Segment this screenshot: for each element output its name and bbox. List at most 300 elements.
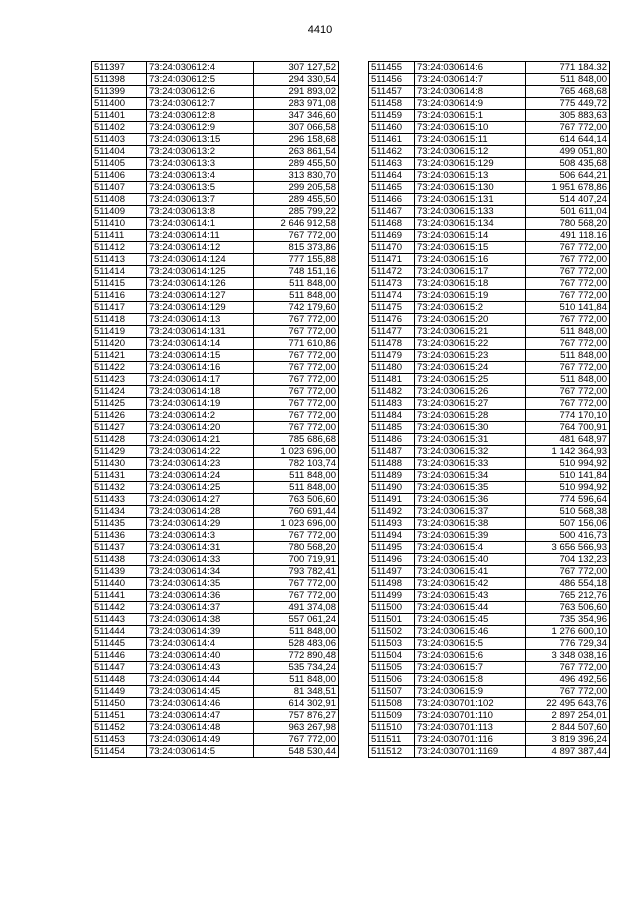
cadastral-number-cell: 73:24:030615:13: [415, 170, 526, 182]
table-row: [92, 710, 339, 722]
table-row: [92, 626, 339, 638]
cadastral-number-cell: 73:24:030614:37: [147, 602, 254, 614]
table-row: [369, 482, 610, 494]
cadastral-number-cell: 73:24:030614:28: [147, 506, 254, 518]
value-cell: 963 267,98: [254, 722, 339, 734]
table-row: [92, 338, 339, 350]
value-cell: 767 772,00: [254, 578, 339, 590]
row-number-cell: 511408: [92, 194, 147, 206]
row-number-cell: 511456: [369, 74, 415, 86]
cadastral-number-cell: 73:24:030614:29: [147, 518, 254, 530]
row-number-cell: 511448: [92, 674, 147, 686]
cadastral-number-cell: 73:24:030614:6: [415, 62, 526, 74]
cadastral-number-cell: 73:24:030614:34: [147, 566, 254, 578]
value-cell: 704 132,23: [526, 554, 610, 566]
row-number-cell: 511454: [92, 746, 147, 758]
value-cell: 767 772,00: [526, 398, 610, 410]
table-row: [92, 86, 339, 98]
table-row: [369, 506, 610, 518]
table-row: [369, 158, 610, 170]
table-row: [369, 638, 610, 650]
cadastral-number-cell: 73:24:030614:12: [147, 242, 254, 254]
row-number-cell: 511462: [369, 146, 415, 158]
value-cell: 767 772,00: [254, 326, 339, 338]
row-number-cell: 511498: [369, 578, 415, 590]
table-row: [92, 434, 339, 446]
row-number-cell: 511410: [92, 218, 147, 230]
cadastral-number-cell: 73:24:030615:34: [415, 470, 526, 482]
table-row: [92, 290, 339, 302]
cadastral-number-cell: 73:24:030615:7: [415, 662, 526, 674]
row-number-cell: 511425: [92, 398, 147, 410]
row-number-cell: 511447: [92, 662, 147, 674]
cadastral-number-cell: 73:24:030614:8: [415, 86, 526, 98]
value-cell: 299 205,58: [254, 182, 339, 194]
table-row: [369, 626, 610, 638]
value-cell: 481 648,97: [526, 434, 610, 446]
row-number-cell: 511433: [92, 494, 147, 506]
value-cell: 510 568,38: [526, 506, 610, 518]
row-number-cell: 511452: [92, 722, 147, 734]
row-number-cell: 511424: [92, 386, 147, 398]
cadastral-number-cell: 73:24:030614:35: [147, 578, 254, 590]
table-row: [92, 134, 339, 146]
table-row: [92, 62, 339, 74]
row-number-cell: 511495: [369, 542, 415, 554]
table-row: [369, 182, 610, 194]
value-cell: 782 103,74: [254, 458, 339, 470]
row-number-cell: 511453: [92, 734, 147, 746]
cadastral-number-cell: 73:24:030615:2: [415, 302, 526, 314]
value-cell: 289 455,50: [254, 194, 339, 206]
cadastral-number-cell: 73:24:030614:25: [147, 482, 254, 494]
table-row: [92, 110, 339, 122]
cadastral-number-cell: 73:24:030615:5: [415, 638, 526, 650]
row-number-cell: 511483: [369, 398, 415, 410]
cadastral-number-cell: 73:24:030615:21: [415, 326, 526, 338]
row-number-cell: 511411: [92, 230, 147, 242]
row-number-cell: 511500: [369, 602, 415, 614]
table-row: [369, 494, 610, 506]
table-row: [369, 230, 610, 242]
cadastral-number-cell: 73:24:030613:3: [147, 158, 254, 170]
row-number-cell: 511492: [369, 506, 415, 518]
cadastral-number-cell: 73:24:030615:46: [415, 626, 526, 638]
row-number-cell: 511442: [92, 602, 147, 614]
value-cell: 767 772,00: [526, 362, 610, 374]
table-row: [92, 530, 339, 542]
cadastral-number-cell: 73:24:030614:46: [147, 698, 254, 710]
value-cell: 767 772,00: [254, 410, 339, 422]
value-cell: 748 151,16: [254, 266, 339, 278]
cadastral-number-cell: 73:24:030615:20: [415, 314, 526, 326]
cadastral-number-cell: 73:24:030614:36: [147, 590, 254, 602]
row-number-cell: 511416: [92, 290, 147, 302]
cadastral-number-cell: 73:24:030614:31: [147, 542, 254, 554]
row-number-cell: 511473: [369, 278, 415, 290]
row-number-cell: 511455: [369, 62, 415, 74]
table-row: [92, 386, 339, 398]
row-number-cell: 511484: [369, 410, 415, 422]
table-row: [369, 650, 610, 662]
cadastral-number-cell: 73:24:030615:38: [415, 518, 526, 530]
value-cell: 22 495 643,76: [526, 698, 610, 710]
cadastral-number-cell: 73:24:030612:7: [147, 98, 254, 110]
cadastral-number-cell: 73:24:030615:14: [415, 230, 526, 242]
value-cell: 771 610,86: [254, 338, 339, 350]
value-cell: 614 644,14: [526, 134, 610, 146]
cadastral-number-cell: 73:24:030614:9: [415, 98, 526, 110]
row-number-cell: 511432: [92, 482, 147, 494]
cadastral-number-cell: 73:24:030614:39: [147, 626, 254, 638]
row-number-cell: 511485: [369, 422, 415, 434]
cadastral-number-cell: 73:24:030615:28: [415, 410, 526, 422]
cadastral-number-cell: 73:24:030701:116: [415, 734, 526, 746]
cadastral-number-cell: 73:24:030615:131: [415, 194, 526, 206]
value-cell: 777 155,88: [254, 254, 339, 266]
row-number-cell: 511503: [369, 638, 415, 650]
table-row: [369, 314, 610, 326]
cadastral-number-cell: 73:24:030614:13: [147, 314, 254, 326]
cadastral-number-cell: 73:24:030614:48: [147, 722, 254, 734]
value-cell: 767 772,00: [526, 254, 610, 266]
table-row: [369, 194, 610, 206]
table-row: [369, 674, 610, 686]
table-row: [369, 122, 610, 134]
table-row: [92, 398, 339, 410]
value-cell: 767 772,00: [526, 686, 610, 698]
row-number-cell: 511509: [369, 710, 415, 722]
row-number-cell: 511415: [92, 278, 147, 290]
row-number-cell: 511494: [369, 530, 415, 542]
row-number-cell: 511441: [92, 590, 147, 602]
cadastral-number-cell: 73:24:030615:45: [415, 614, 526, 626]
cadastral-number-cell: 73:24:030615:26: [415, 386, 526, 398]
cadastral-number-cell: 73:24:030614:27: [147, 494, 254, 506]
table-row: [369, 578, 610, 590]
table-row: [369, 614, 610, 626]
row-number-cell: 511426: [92, 410, 147, 422]
row-number-cell: 511491: [369, 494, 415, 506]
table-row: [369, 350, 610, 362]
row-number-cell: 511412: [92, 242, 147, 254]
value-cell: 4 897 387,44: [526, 746, 610, 758]
table-row: [369, 278, 610, 290]
table-row: [92, 638, 339, 650]
cadastral-number-cell: 73:24:030615:33: [415, 458, 526, 470]
value-cell: 1 023 696,00: [254, 446, 339, 458]
value-cell: 511 848,00: [254, 278, 339, 290]
table-row: [369, 254, 610, 266]
table-row: [92, 662, 339, 674]
table-row: [92, 590, 339, 602]
value-cell: 3 348 038,16: [526, 650, 610, 662]
cadastral-number-cell: 73:24:030612:4: [147, 62, 254, 74]
row-number-cell: 511501: [369, 614, 415, 626]
value-cell: 511 848,00: [526, 374, 610, 386]
cadastral-number-cell: 73:24:030615:134: [415, 218, 526, 230]
cadastral-number-cell: 73:24:030614:129: [147, 302, 254, 314]
table-row: [92, 542, 339, 554]
cadastral-number-cell: 73:24:030612:8: [147, 110, 254, 122]
value-cell: 774 596,64: [526, 494, 610, 506]
cadastral-number-cell: 73:24:030615:6: [415, 650, 526, 662]
row-number-cell: 511443: [92, 614, 147, 626]
value-cell: 510 994,92: [526, 482, 610, 494]
value-cell: 771 184.32: [526, 62, 610, 74]
row-number-cell: 511489: [369, 470, 415, 482]
cadastral-number-cell: 73:24:030614:1: [147, 218, 254, 230]
value-cell: 767 772,00: [526, 566, 610, 578]
row-number-cell: 511437: [92, 542, 147, 554]
value-cell: 491 118.16: [526, 230, 610, 242]
value-cell: 767 772,00: [254, 398, 339, 410]
cadastral-number-cell: 73:24:030614:40: [147, 650, 254, 662]
value-cell: 767 772,00: [526, 278, 610, 290]
table-row: [369, 698, 610, 710]
table-row: [92, 182, 339, 194]
row-number-cell: 511499: [369, 590, 415, 602]
table-row: [369, 446, 610, 458]
table-row: [369, 566, 610, 578]
table-row: [369, 62, 610, 74]
value-cell: 700 719,91: [254, 554, 339, 566]
table-row: [369, 722, 610, 734]
row-number-cell: 511469: [369, 230, 415, 242]
cadastral-number-cell: 73:24:030613:15: [147, 134, 254, 146]
value-cell: 764 700,91: [526, 422, 610, 434]
value-cell: 776 729,34: [526, 638, 610, 650]
value-cell: 767 772,00: [526, 242, 610, 254]
value-cell: 511 848,00: [526, 74, 610, 86]
row-number-cell: 511409: [92, 206, 147, 218]
value-cell: 285 799,22: [254, 206, 339, 218]
value-cell: 767 772,00: [254, 314, 339, 326]
table-row: [369, 734, 610, 746]
row-number-cell: 511476: [369, 314, 415, 326]
table-row: [369, 470, 610, 482]
row-number-cell: 511477: [369, 326, 415, 338]
row-number-cell: 511508: [369, 698, 415, 710]
row-number-cell: 511467: [369, 206, 415, 218]
value-cell: 313 830,70: [254, 170, 339, 182]
value-cell: 614 302,91: [254, 698, 339, 710]
table-row: [92, 206, 339, 218]
cadastral-number-cell: 73:24:030614:21: [147, 434, 254, 446]
cadastral-number-cell: 73:24:030615:8: [415, 674, 526, 686]
row-number-cell: 511505: [369, 662, 415, 674]
row-number-cell: 511401: [92, 110, 147, 122]
row-number-cell: 511421: [92, 350, 147, 362]
row-number-cell: 511480: [369, 362, 415, 374]
value-cell: 511 848,00: [526, 326, 610, 338]
table-row: [92, 254, 339, 266]
row-number-cell: 511470: [369, 242, 415, 254]
row-number-cell: 511488: [369, 458, 415, 470]
value-cell: 1 951 678,86: [526, 182, 610, 194]
value-cell: 500 416,73: [526, 530, 610, 542]
value-cell: 785 686,68: [254, 434, 339, 446]
table-row: [369, 602, 610, 614]
value-cell: 510 141,84: [526, 302, 610, 314]
row-number-cell: 511504: [369, 650, 415, 662]
row-number-cell: 511414: [92, 266, 147, 278]
table-row: [92, 98, 339, 110]
value-cell: 263 861,54: [254, 146, 339, 158]
cadastral-number-cell: 73:24:030612:5: [147, 74, 254, 86]
cadastral-number-cell: 73:24:030614:38: [147, 614, 254, 626]
value-cell: 296 158,68: [254, 134, 339, 146]
row-number-cell: 511487: [369, 446, 415, 458]
cadastral-number-cell: 73:24:030615:1: [415, 110, 526, 122]
row-number-cell: 511406: [92, 170, 147, 182]
cadastral-number-cell: 73:24:030614:43: [147, 662, 254, 674]
table-row: [369, 86, 610, 98]
value-cell: 767 772,00: [526, 290, 610, 302]
value-cell: 307 066,58: [254, 122, 339, 134]
value-cell: 767 772,00: [254, 734, 339, 746]
value-cell: 780 568,20: [254, 542, 339, 554]
row-number-cell: 511420: [92, 338, 147, 350]
cadastral-number-cell: 73:24:030614:5: [147, 746, 254, 758]
cadastral-number-cell: 73:24:030615:17: [415, 266, 526, 278]
value-cell: 305 883,63: [526, 110, 610, 122]
value-cell: 307 127,52: [254, 62, 339, 74]
table-row: [92, 170, 339, 182]
value-cell: 508 435,68: [526, 158, 610, 170]
value-cell: 2 844 507,60: [526, 722, 610, 734]
cadastral-number-cell: 73:24:030614:44: [147, 674, 254, 686]
table-row: [369, 146, 610, 158]
row-number-cell: 511405: [92, 158, 147, 170]
table-row: [92, 314, 339, 326]
row-number-cell: 511436: [92, 530, 147, 542]
row-number-cell: 511440: [92, 578, 147, 590]
row-number-cell: 511397: [92, 62, 147, 74]
table-row: [369, 74, 610, 86]
table-row: [369, 362, 610, 374]
table-row: [92, 350, 339, 362]
value-cell: 767 772,00: [526, 386, 610, 398]
value-cell: 501 611,04: [526, 206, 610, 218]
value-cell: 757 876,27: [254, 710, 339, 722]
value-cell: 511 848,00: [254, 674, 339, 686]
cadastral-number-cell: 73:24:030614:22: [147, 446, 254, 458]
table-row: [92, 650, 339, 662]
table-row: [92, 242, 339, 254]
row-number-cell: 511458: [369, 98, 415, 110]
value-cell: 1 276 600,10: [526, 626, 610, 638]
value-cell: 3 819 396,24: [526, 734, 610, 746]
value-cell: 793 782,41: [254, 566, 339, 578]
cadastral-number-cell: 73:24:030615:40: [415, 554, 526, 566]
cadastral-number-cell: 73:24:030701:102: [415, 698, 526, 710]
value-cell: 535 734,24: [254, 662, 339, 674]
table-row: [369, 326, 610, 338]
value-cell: 767 772,00: [254, 530, 339, 542]
row-number-cell: 511446: [92, 650, 147, 662]
table-row: [369, 530, 610, 542]
value-cell: 2 646 912,58: [254, 218, 339, 230]
cadastral-number-cell: 73:24:030615:4: [415, 542, 526, 554]
table-row: [92, 458, 339, 470]
value-cell: 765 212,76: [526, 590, 610, 602]
cadastral-number-cell: 73:24:030614:125: [147, 266, 254, 278]
cadastral-number-cell: 73:24:030615:133: [415, 206, 526, 218]
cadastral-number-cell: 73:24:030615:42: [415, 578, 526, 590]
table-row: [92, 698, 339, 710]
row-number-cell: 511434: [92, 506, 147, 518]
row-number-cell: 511407: [92, 182, 147, 194]
table-row: [92, 122, 339, 134]
value-cell: 506 644,21: [526, 170, 610, 182]
row-number-cell: 511486: [369, 434, 415, 446]
table-row: [92, 374, 339, 386]
row-number-cell: 511475: [369, 302, 415, 314]
value-cell: 511 848,00: [254, 290, 339, 302]
cadastral-number-cell: 73:24:030614:131: [147, 326, 254, 338]
table-row: [92, 230, 339, 242]
table-row: [369, 134, 610, 146]
row-number-cell: 511464: [369, 170, 415, 182]
row-number-cell: 511468: [369, 218, 415, 230]
value-cell: 548 530,44: [254, 746, 339, 758]
row-number-cell: 511429: [92, 446, 147, 458]
table-row: [369, 554, 610, 566]
table-row: [92, 494, 339, 506]
table-row: [92, 194, 339, 206]
value-cell: 742 179,60: [254, 302, 339, 314]
cadastral-number-cell: 73:24:030701:1169: [415, 746, 526, 758]
row-number-cell: 511417: [92, 302, 147, 314]
cadastral-number-cell: 73:24:030613:7: [147, 194, 254, 206]
value-cell: 486 554,18: [526, 578, 610, 590]
row-number-cell: 511431: [92, 470, 147, 482]
table-row: [369, 434, 610, 446]
table-row: [369, 746, 610, 758]
value-cell: 763 506,60: [254, 494, 339, 506]
row-number-cell: 511444: [92, 626, 147, 638]
row-number-cell: 511459: [369, 110, 415, 122]
row-number-cell: 511496: [369, 554, 415, 566]
table-row: [92, 74, 339, 86]
row-number-cell: 511403: [92, 134, 147, 146]
cadastral-number-cell: 73:24:030613:5: [147, 182, 254, 194]
table-row: [92, 746, 339, 758]
value-cell: 767 772,00: [254, 362, 339, 374]
value-cell: 767 772,00: [254, 350, 339, 362]
table-row: [92, 470, 339, 482]
cadastral-number-cell: 73:24:030615:22: [415, 338, 526, 350]
value-cell: 294 330,54: [254, 74, 339, 86]
value-cell: 765 468,68: [526, 86, 610, 98]
cadastral-number-cell: 73:24:030614:127: [147, 290, 254, 302]
cadastral-number-cell: 73:24:030615:11: [415, 134, 526, 146]
row-number-cell: 511399: [92, 86, 147, 98]
row-number-cell: 511472: [369, 266, 415, 278]
value-cell: 511 848,00: [254, 626, 339, 638]
row-number-cell: 511471: [369, 254, 415, 266]
value-cell: 767 772,00: [526, 662, 610, 674]
value-cell: 763 506,60: [526, 602, 610, 614]
row-number-cell: 511502: [369, 626, 415, 638]
value-cell: 767 772,00: [526, 338, 610, 350]
value-cell: 3 656 566,93: [526, 542, 610, 554]
registry-table-left: [91, 61, 339, 758]
row-number-cell: 511479: [369, 350, 415, 362]
table-row: [369, 590, 610, 602]
value-cell: 491 374,08: [254, 602, 339, 614]
